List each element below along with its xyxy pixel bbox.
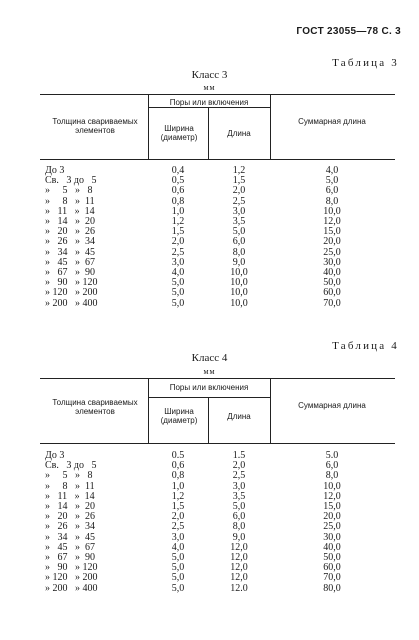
table-cell: 5,0 <box>232 226 246 238</box>
table-cell: 9,0 <box>232 256 246 268</box>
table-cell: » 14 » 20 <box>45 501 95 512</box>
table-cell: 15,0 <box>323 226 341 238</box>
table-cell: 3,0 <box>171 531 185 543</box>
table-caption: Таблица 3 <box>332 57 399 69</box>
table-cell: » 8 » 11 <box>45 480 95 492</box>
table-cell: 5,0 <box>171 277 185 289</box>
table-cell: 50,0 <box>323 277 341 289</box>
table-cell: 1,0 <box>171 480 185 492</box>
table-cell: 40,0 <box>323 541 341 553</box>
table-rule <box>40 94 395 95</box>
table-cell: 8,0 <box>325 195 339 207</box>
table-cell: 3,5 <box>232 490 246 502</box>
table-cell: 1,2 <box>232 165 246 176</box>
table-row <box>0 584 419 594</box>
table-cell: » 26 » 34 <box>45 521 95 533</box>
table-cell: 2,0 <box>232 460 246 472</box>
table-rule <box>270 94 271 159</box>
table-rule <box>270 378 271 443</box>
table-cell: » 120 » 200 <box>45 287 98 299</box>
table-cell: 8,0 <box>232 521 246 533</box>
table-cell: 30,0 <box>323 256 341 268</box>
table-cell: 3,0 <box>171 256 185 268</box>
table-cell: 3,0 <box>232 480 246 492</box>
table-cell: 0,6 <box>171 460 185 472</box>
table-cell: До 3 <box>45 450 65 461</box>
table-cell: 1,5 <box>171 226 185 238</box>
table-cell: 12.0 <box>230 582 248 594</box>
table-cell: 12,0 <box>323 216 341 227</box>
table-cell: 10,0 <box>323 480 341 492</box>
table-cell: 12,0 <box>230 572 248 584</box>
table-cell: 60,0 <box>323 562 341 574</box>
table-cell: » 8 » 11 <box>45 195 95 207</box>
table-cell: » 90 » 120 <box>45 562 98 574</box>
table-cell: 12,0 <box>230 541 248 553</box>
table-cell: 12,0 <box>323 490 341 502</box>
table-cell: 3,0 <box>232 205 246 217</box>
table-cell: 9,0 <box>232 531 246 543</box>
class-title: Класс 3 <box>191 69 228 81</box>
table-cell: 0.5 <box>171 450 185 461</box>
table-cell: 1,2 <box>171 216 185 227</box>
table-cell: 5,0 <box>171 297 185 309</box>
table-rule <box>148 397 270 398</box>
table-rule <box>208 107 209 159</box>
table-rule <box>148 378 149 443</box>
table-cell: 2,0 <box>171 511 185 523</box>
table-cell: 60,0 <box>323 287 341 299</box>
table-cell: » 120 » 200 <box>45 572 98 584</box>
table-cell: 8,0 <box>232 246 246 258</box>
table-cell: 25,0 <box>323 521 341 533</box>
table-cell: 2,5 <box>171 521 185 533</box>
class-title: Класс 4 <box>191 352 228 364</box>
table-cell: Св. 3 до 5 <box>45 460 97 472</box>
table-cell: 1,2 <box>171 490 185 502</box>
table-cell: 10,0 <box>230 297 248 309</box>
table-cell: 2,0 <box>232 185 246 197</box>
table-cell: 6,0 <box>232 511 246 523</box>
table-caption: Таблица 4 <box>332 340 399 352</box>
table-cell: 3,5 <box>232 216 246 227</box>
table-cell: » 20 » 26 <box>45 511 95 523</box>
table-cell: 5,0 <box>325 175 339 187</box>
header-total: Суммарная длина <box>298 401 366 410</box>
table-cell: » 34 » 45 <box>45 246 95 258</box>
header-length: Длина <box>227 129 251 138</box>
table-rule <box>148 107 270 108</box>
table-cell: 2,5 <box>171 246 185 258</box>
header-length: Длина <box>227 412 251 421</box>
table-cell: 2,5 <box>232 195 246 207</box>
table-cell: 5,0 <box>171 572 185 584</box>
header-width: Ширина (диаметр) <box>160 124 198 142</box>
table-cell: 6,0 <box>232 236 246 248</box>
table-cell: 2,0 <box>171 236 185 248</box>
table-cell: 10,0 <box>230 267 248 278</box>
table-cell: 4,0 <box>171 541 185 553</box>
table-cell: 1,0 <box>171 205 185 217</box>
table-rule <box>208 397 209 443</box>
table-cell: » 26 » 34 <box>45 236 95 248</box>
header-thickness: Толщина свариваемых элементов <box>52 117 138 135</box>
page-header: ГОСТ 23055—78 С. 3 <box>296 26 401 37</box>
table-cell: 0,8 <box>171 470 185 482</box>
header-width: Ширина (диаметр) <box>160 407 198 425</box>
table-cell: 0,8 <box>171 195 185 207</box>
table-cell: 6,0 <box>325 460 339 472</box>
table-cell: 20,0 <box>323 236 341 248</box>
unit-label: мм <box>203 83 216 92</box>
table-row <box>0 299 419 309</box>
table-cell: 5,0 <box>232 501 246 512</box>
table-cell: 0,5 <box>171 175 185 187</box>
table-cell: 40,0 <box>323 267 341 278</box>
table-cell: 30,0 <box>323 531 341 543</box>
table-rule <box>40 378 395 379</box>
table-cell: 50,0 <box>323 552 341 563</box>
table-cell: До 3 <box>45 165 65 176</box>
table-cell: 5,0 <box>171 582 185 594</box>
header-total: Суммарная длина <box>298 117 366 126</box>
table-cell: 6,0 <box>325 185 339 197</box>
table-cell: 70,0 <box>323 297 341 309</box>
table-cell: 12,0 <box>230 562 248 574</box>
table-cell: 4,0 <box>325 165 339 176</box>
table-cell: 20,0 <box>323 511 341 523</box>
table-cell: » 90 » 120 <box>45 277 98 289</box>
table-cell: 10,0 <box>230 287 248 299</box>
table-cell: » 5 » 8 <box>45 470 93 482</box>
table-cell: » 200 » 400 <box>45 297 98 309</box>
table-cell: 25,0 <box>323 246 341 258</box>
table-cell: » 11 » 14 <box>45 490 95 502</box>
table-cell: 0,4 <box>171 165 185 176</box>
table-cell: » 45 » 67 <box>45 541 95 553</box>
table-cell: 2,5 <box>232 470 246 482</box>
table-cell: 80,0 <box>323 582 341 594</box>
table-cell: 12,0 <box>230 552 248 563</box>
table-cell: 15,0 <box>323 501 341 512</box>
table-cell: » 67 » 90 <box>45 267 95 278</box>
table-cell: » 67 » 90 <box>45 552 95 563</box>
table-cell: » 14 » 20 <box>45 216 95 227</box>
table-rule <box>148 94 149 159</box>
header-pores: Поры или включения <box>169 98 249 107</box>
table-cell: » 11 » 14 <box>45 205 95 217</box>
table-rule <box>40 159 395 160</box>
table-cell: » 45 » 67 <box>45 256 95 268</box>
header-pores: Поры или включения <box>169 383 249 392</box>
table-cell: 10,0 <box>323 205 341 217</box>
table-rule <box>40 443 395 444</box>
table-cell: 5,0 <box>171 562 185 574</box>
header-thickness: Толщина свариваемых элементов <box>52 398 138 416</box>
table-cell: » 20 » 26 <box>45 226 95 238</box>
table-cell: 0,6 <box>171 185 185 197</box>
table-cell: » 34 » 45 <box>45 531 95 543</box>
table-cell: » 5 » 8 <box>45 185 93 197</box>
table-cell: 4,0 <box>171 267 185 278</box>
table-cell: » 200 » 400 <box>45 582 98 594</box>
table-cell: 8,0 <box>325 470 339 482</box>
table-cell: Св. 3 до 5 <box>45 175 97 187</box>
table-cell: 70,0 <box>323 572 341 584</box>
unit-label: мм <box>203 367 216 376</box>
table-cell: 1,5 <box>232 175 246 187</box>
table-cell: 1,5 <box>171 501 185 512</box>
table-cell: 10,0 <box>230 277 248 289</box>
table-cell: 5,0 <box>171 287 185 299</box>
table-cell: 5,0 <box>171 552 185 563</box>
table-cell: 1.5 <box>232 450 246 461</box>
table-cell: 5.0 <box>325 450 339 461</box>
